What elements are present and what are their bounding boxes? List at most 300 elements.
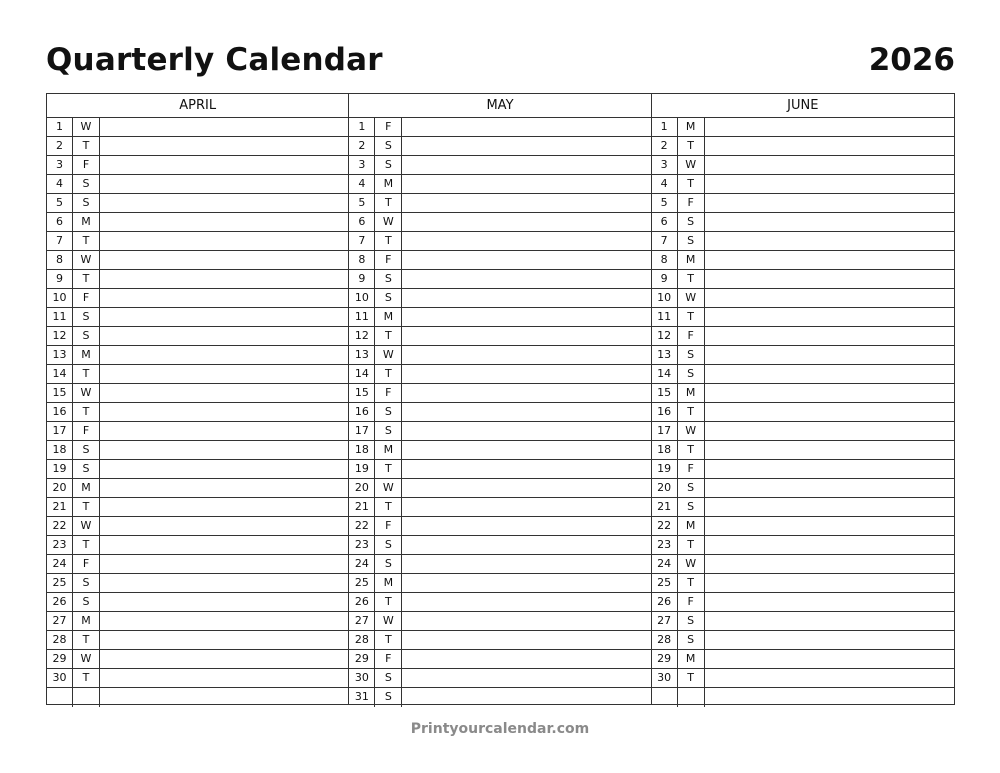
day-row	[652, 403, 954, 422]
weekday-letter: S	[678, 232, 705, 250]
weekday-letter: S	[73, 175, 100, 193]
day-row	[349, 270, 650, 289]
note-cell	[100, 384, 348, 402]
weekday-letter: S	[678, 365, 705, 383]
day-row	[349, 308, 650, 327]
note-cell	[705, 308, 954, 326]
weekday-letter: M	[73, 612, 100, 630]
day-number: 18	[47, 441, 73, 459]
weekday-letter: W	[678, 555, 705, 573]
note-cell	[705, 137, 954, 155]
note-cell	[705, 327, 954, 345]
weekday-letter: S	[73, 460, 100, 478]
day-number: 5	[47, 194, 73, 212]
note-cell	[100, 137, 348, 155]
note-cell	[705, 688, 954, 707]
month-column	[349, 94, 651, 704]
note-cell	[100, 118, 348, 136]
day-number: 20	[47, 479, 73, 497]
weekday-letter: W	[73, 517, 100, 535]
day-row	[652, 251, 954, 270]
day-number: 9	[47, 270, 73, 288]
day-row	[349, 498, 650, 517]
month-column	[652, 94, 954, 704]
note-cell	[100, 365, 348, 383]
day-row	[47, 308, 348, 327]
note-cell	[705, 517, 954, 535]
day-number: 26	[349, 593, 375, 611]
day-row	[47, 631, 348, 650]
day-number: 12	[47, 327, 73, 345]
day-row	[47, 156, 348, 175]
note-cell	[402, 574, 650, 592]
day-row	[652, 593, 954, 612]
note-cell	[402, 289, 650, 307]
note-cell	[705, 194, 954, 212]
weekday-letter: W	[73, 118, 100, 136]
note-cell	[402, 479, 650, 497]
day-row	[349, 118, 650, 137]
day-number: 29	[652, 650, 678, 668]
day-row	[652, 384, 954, 403]
weekday-letter: T	[678, 137, 705, 155]
weekday-letter: M	[73, 346, 100, 364]
note-cell	[100, 631, 348, 649]
weekday-letter: T	[73, 403, 100, 421]
note-cell	[100, 270, 348, 288]
month-header: APRIL	[47, 94, 348, 118]
note-cell	[402, 441, 650, 459]
day-row	[652, 365, 954, 384]
note-cell	[705, 574, 954, 592]
weekday-letter: S	[375, 688, 402, 707]
note-cell	[100, 232, 348, 250]
day-number: 9	[652, 270, 678, 288]
day-row	[47, 346, 348, 365]
note-cell	[402, 555, 650, 573]
day-row	[652, 574, 954, 593]
note-cell	[705, 612, 954, 630]
day-row	[652, 308, 954, 327]
day-number: 15	[47, 384, 73, 402]
day-row	[47, 498, 348, 517]
day-row	[652, 270, 954, 289]
weekday-letter: T	[678, 308, 705, 326]
day-number: 7	[47, 232, 73, 250]
note-cell	[402, 517, 650, 535]
day-number: 4	[652, 175, 678, 193]
note-cell	[705, 175, 954, 193]
note-cell	[402, 384, 650, 402]
note-cell	[705, 232, 954, 250]
weekday-letter: T	[375, 365, 402, 383]
weekday-letter: M	[678, 650, 705, 668]
day-number: 21	[47, 498, 73, 516]
weekday-letter: M	[678, 251, 705, 269]
note-cell	[402, 175, 650, 193]
note-cell	[100, 156, 348, 174]
weekday-letter: S	[678, 498, 705, 516]
day-number: 17	[652, 422, 678, 440]
day-row	[47, 194, 348, 213]
day-row	[47, 574, 348, 593]
weekday-letter: S	[375, 289, 402, 307]
weekday-letter: S	[73, 194, 100, 212]
day-number: 27	[652, 612, 678, 630]
note-cell	[705, 536, 954, 554]
note-cell	[100, 213, 348, 231]
weekday-letter: T	[375, 194, 402, 212]
note-cell	[705, 460, 954, 478]
day-number: 14	[652, 365, 678, 383]
day-row	[349, 631, 650, 650]
weekday-letter: M	[73, 213, 100, 231]
weekday-letter: S	[678, 612, 705, 630]
weekday-letter: S	[375, 555, 402, 573]
day-row	[652, 175, 954, 194]
day-number	[47, 688, 73, 707]
weekday-letter: F	[375, 650, 402, 668]
note-cell	[100, 555, 348, 573]
note-cell	[705, 441, 954, 459]
day-row	[349, 650, 650, 669]
day-row	[349, 384, 650, 403]
day-row	[349, 175, 650, 194]
weekday-letter: F	[73, 289, 100, 307]
weekday-letter: F	[678, 460, 705, 478]
note-cell	[402, 536, 650, 554]
day-number: 31	[349, 688, 375, 707]
note-cell	[402, 365, 650, 383]
day-number: 30	[652, 669, 678, 687]
day-row	[349, 536, 650, 555]
day-number: 4	[349, 175, 375, 193]
weekday-letter	[678, 688, 705, 707]
day-row	[652, 232, 954, 251]
weekday-letter: S	[678, 631, 705, 649]
note-cell	[100, 688, 348, 707]
note-cell	[402, 346, 650, 364]
weekday-letter: S	[73, 574, 100, 592]
day-row	[349, 422, 650, 441]
weekday-letter: S	[375, 422, 402, 440]
day-row	[47, 365, 348, 384]
day-number: 5	[349, 194, 375, 212]
day-number: 24	[47, 555, 73, 573]
day-row	[47, 213, 348, 232]
day-number: 22	[349, 517, 375, 535]
day-number: 19	[47, 460, 73, 478]
note-cell	[705, 384, 954, 402]
day-row	[47, 251, 348, 270]
day-number: 15	[652, 384, 678, 402]
weekday-letter: T	[375, 631, 402, 649]
day-number: 25	[652, 574, 678, 592]
day-row	[349, 327, 650, 346]
day-number: 11	[652, 308, 678, 326]
day-row	[349, 251, 650, 270]
day-number: 13	[349, 346, 375, 364]
weekday-letter: W	[375, 346, 402, 364]
note-cell	[705, 118, 954, 136]
day-number: 8	[47, 251, 73, 269]
day-row	[47, 479, 348, 498]
day-number: 24	[349, 555, 375, 573]
weekday-letter: T	[678, 270, 705, 288]
weekday-letter: T	[678, 441, 705, 459]
day-row	[652, 555, 954, 574]
weekday-letter: M	[375, 308, 402, 326]
day-number: 23	[47, 536, 73, 554]
day-number: 1	[652, 118, 678, 136]
day-row	[47, 232, 348, 251]
day-row	[349, 479, 650, 498]
weekday-letter: S	[678, 346, 705, 364]
day-row	[47, 384, 348, 403]
day-row	[349, 555, 650, 574]
note-cell	[100, 536, 348, 554]
calendar-grid	[46, 93, 955, 705]
day-row	[652, 688, 954, 707]
weekday-letter: M	[678, 384, 705, 402]
weekday-letter: S	[73, 441, 100, 459]
note-cell	[402, 669, 650, 687]
weekday-letter: F	[678, 593, 705, 611]
weekday-letter: W	[678, 422, 705, 440]
day-number: 2	[349, 137, 375, 155]
note-cell	[402, 612, 650, 630]
day-number: 27	[349, 612, 375, 630]
note-cell	[402, 213, 650, 231]
weekday-letter: M	[375, 175, 402, 193]
day-row	[47, 403, 348, 422]
weekday-letter: T	[73, 498, 100, 516]
day-number: 3	[47, 156, 73, 174]
day-row	[349, 289, 650, 308]
day-row	[349, 593, 650, 612]
day-number: 18	[652, 441, 678, 459]
weekday-letter: T	[73, 669, 100, 687]
note-cell	[100, 669, 348, 687]
weekday-letter: W	[73, 251, 100, 269]
note-cell	[100, 574, 348, 592]
weekday-letter: W	[375, 612, 402, 630]
note-cell	[100, 346, 348, 364]
day-number: 15	[349, 384, 375, 402]
day-row	[349, 194, 650, 213]
weekday-letter: F	[73, 156, 100, 174]
day-row	[652, 669, 954, 688]
day-row	[652, 517, 954, 536]
day-row	[47, 441, 348, 460]
day-number: 23	[349, 536, 375, 554]
weekday-letter: T	[375, 460, 402, 478]
day-row	[349, 517, 650, 536]
weekday-letter: T	[678, 175, 705, 193]
day-row	[652, 441, 954, 460]
weekday-letter: W	[73, 384, 100, 402]
weekday-letter: T	[73, 137, 100, 155]
day-row	[652, 137, 954, 156]
day-number: 11	[47, 308, 73, 326]
note-cell	[705, 270, 954, 288]
note-cell	[402, 422, 650, 440]
note-cell	[705, 156, 954, 174]
note-cell	[402, 403, 650, 421]
note-cell	[402, 631, 650, 649]
day-row	[349, 574, 650, 593]
day-number: 16	[47, 403, 73, 421]
note-cell	[402, 194, 650, 212]
weekday-letter: T	[73, 631, 100, 649]
weekday-letter: F	[375, 118, 402, 136]
weekday-letter: W	[375, 213, 402, 231]
day-row	[47, 650, 348, 669]
day-row	[349, 441, 650, 460]
day-row	[652, 194, 954, 213]
day-number: 28	[652, 631, 678, 649]
note-cell	[100, 175, 348, 193]
note-cell	[100, 460, 348, 478]
note-cell	[705, 498, 954, 516]
weekday-letter: F	[375, 251, 402, 269]
weekday-letter: T	[73, 270, 100, 288]
weekday-letter: M	[73, 479, 100, 497]
note-cell	[705, 593, 954, 611]
day-row	[47, 175, 348, 194]
day-number: 19	[652, 460, 678, 478]
day-row	[652, 650, 954, 669]
weekday-letter: M	[375, 441, 402, 459]
day-row	[349, 365, 650, 384]
note-cell	[705, 251, 954, 269]
day-number: 13	[47, 346, 73, 364]
weekday-letter: T	[375, 232, 402, 250]
day-row	[652, 213, 954, 232]
day-number: 13	[652, 346, 678, 364]
note-cell	[402, 460, 650, 478]
day-row	[47, 555, 348, 574]
note-cell	[100, 650, 348, 668]
weekday-letter: M	[375, 574, 402, 592]
weekday-letter: T	[375, 327, 402, 345]
day-row	[47, 118, 348, 137]
weekday-letter	[73, 688, 100, 707]
day-row	[652, 460, 954, 479]
day-row	[47, 289, 348, 308]
month-header: MAY	[349, 94, 650, 118]
month-column	[47, 94, 349, 704]
day-row	[47, 536, 348, 555]
day-number: 21	[349, 498, 375, 516]
note-cell	[705, 365, 954, 383]
day-number: 8	[349, 251, 375, 269]
weekday-letter: F	[73, 422, 100, 440]
day-row	[349, 156, 650, 175]
day-number: 21	[652, 498, 678, 516]
day-row	[47, 593, 348, 612]
day-row	[652, 479, 954, 498]
weekday-letter: T	[73, 536, 100, 554]
day-number: 26	[652, 593, 678, 611]
day-number: 7	[652, 232, 678, 250]
day-number: 18	[349, 441, 375, 459]
day-number: 30	[349, 669, 375, 687]
note-cell	[100, 308, 348, 326]
note-cell	[100, 194, 348, 212]
weekday-letter: T	[375, 593, 402, 611]
note-cell	[705, 403, 954, 421]
note-cell	[402, 156, 650, 174]
weekday-letter: F	[678, 327, 705, 345]
note-cell	[705, 479, 954, 497]
note-cell	[100, 289, 348, 307]
day-row	[47, 669, 348, 688]
day-row	[349, 346, 650, 365]
note-cell	[402, 118, 650, 136]
day-number: 14	[349, 365, 375, 383]
day-row	[349, 232, 650, 251]
day-number: 30	[47, 669, 73, 687]
weekday-letter: W	[678, 156, 705, 174]
note-cell	[100, 612, 348, 630]
note-cell	[100, 441, 348, 459]
note-cell	[100, 593, 348, 611]
weekday-letter: T	[73, 232, 100, 250]
day-row	[47, 460, 348, 479]
day-row	[652, 156, 954, 175]
weekday-letter: S	[678, 213, 705, 231]
day-number: 29	[47, 650, 73, 668]
day-number: 24	[652, 555, 678, 573]
day-number: 10	[47, 289, 73, 307]
note-cell	[705, 213, 954, 231]
day-number: 3	[652, 156, 678, 174]
footer-site-link[interactable]: Printyourcalendar.com	[410, 721, 590, 737]
weekday-letter: S	[678, 479, 705, 497]
day-row	[47, 517, 348, 536]
page-title: Quarterly Calendar	[46, 42, 383, 78]
day-number: 26	[47, 593, 73, 611]
note-cell	[402, 498, 650, 516]
weekday-letter: S	[375, 403, 402, 421]
day-number: 4	[47, 175, 73, 193]
day-number: 3	[349, 156, 375, 174]
weekday-letter: T	[375, 498, 402, 516]
note-cell	[100, 327, 348, 345]
day-row	[652, 118, 954, 137]
weekday-letter: S	[73, 327, 100, 345]
day-number: 27	[47, 612, 73, 630]
weekday-letter: S	[375, 536, 402, 554]
weekday-letter: T	[678, 574, 705, 592]
note-cell	[402, 650, 650, 668]
weekday-letter: S	[375, 156, 402, 174]
day-row	[652, 631, 954, 650]
day-number: 7	[349, 232, 375, 250]
weekday-letter: M	[678, 118, 705, 136]
day-row	[47, 688, 348, 707]
day-row	[349, 137, 650, 156]
day-row	[47, 137, 348, 156]
weekday-letter: S	[375, 669, 402, 687]
weekday-letter: F	[678, 194, 705, 212]
day-number: 2	[47, 137, 73, 155]
day-number: 17	[349, 422, 375, 440]
note-cell	[402, 327, 650, 345]
weekday-letter: F	[73, 555, 100, 573]
day-number: 19	[349, 460, 375, 478]
